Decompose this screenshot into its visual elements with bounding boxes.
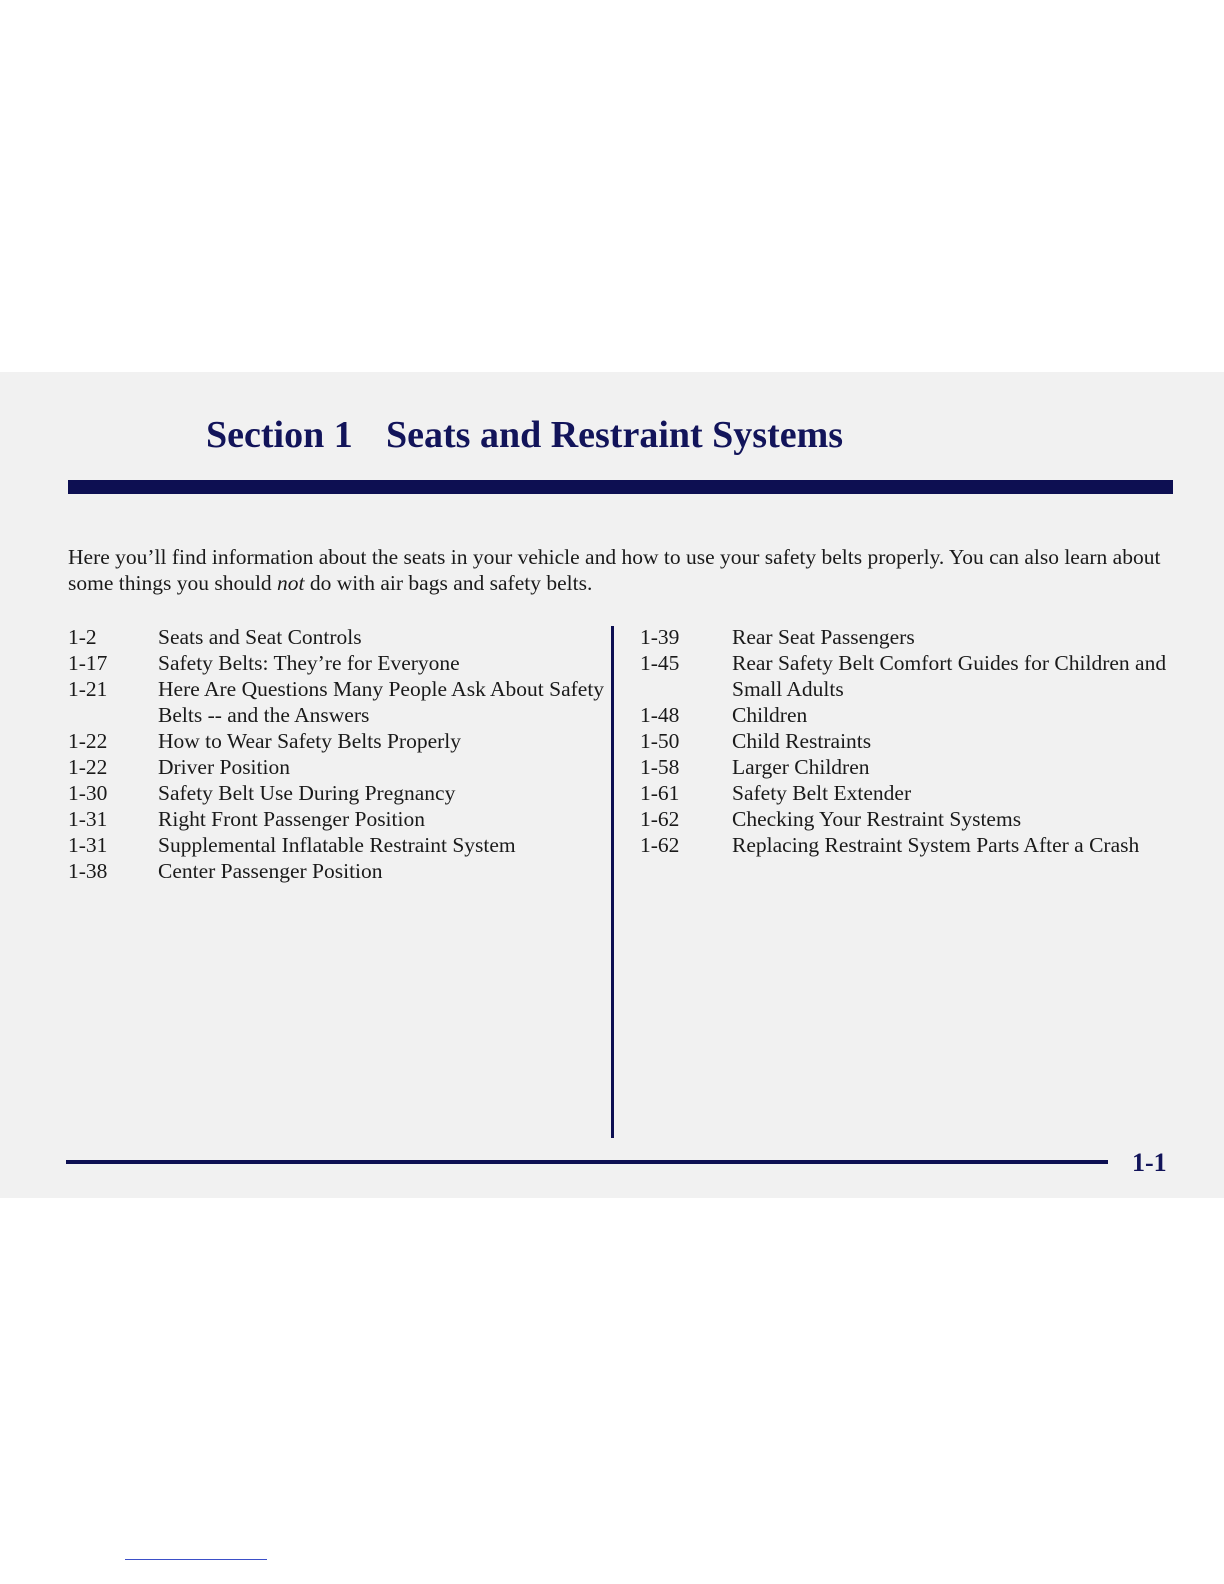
toc-entry[interactable] [68, 650, 608, 676]
intro-text-start: Here you’ll find information about the seats in your vehicle and how to use your safety belts properly. You can also learn about some things you should [68, 545, 1161, 595]
section-heading [206, 410, 843, 460]
toc-page-ref: 1-22 [68, 755, 108, 779]
toc-entry-title: Seats and Seat Controls [158, 625, 362, 649]
toc-entry[interactable] [68, 728, 608, 754]
toc-page-ref: 1-58 [640, 755, 680, 779]
toc-page-ref: 1-2 [68, 625, 97, 649]
toc-page-ref: 1-17 [68, 651, 108, 675]
toc-page-ref: 1-48 [640, 703, 680, 727]
toc-right-column [640, 624, 1210, 858]
toc-entry-title: Supplemental Inflatable Restraint System [158, 833, 516, 857]
toc-entry[interactable] [68, 624, 608, 650]
toc-entry[interactable] [68, 806, 608, 832]
toc-entry-title: Rear Safety Belt Comfort Guides for Children and Small Adults [732, 651, 1167, 701]
toc-page-ref: 1-50 [640, 729, 680, 753]
page-edge-line [125, 1559, 267, 1560]
toc-page-ref: 1-21 [68, 677, 108, 701]
toc-entry-title: Center Passenger Position [158, 859, 383, 883]
toc-page-ref: 1-45 [640, 651, 680, 675]
toc-entry[interactable] [640, 780, 1210, 806]
toc-entry-title: Safety Belt Use During Pregnancy [158, 781, 456, 805]
toc-page-ref: 1-38 [68, 859, 108, 883]
toc-page-ref: 1-22 [68, 729, 108, 753]
toc-entry-title: Driver Position [158, 755, 290, 779]
toc-entry[interactable] [640, 650, 1210, 702]
toc-entry[interactable] [640, 728, 1210, 754]
toc-entry-title: Child Restraints [732, 729, 872, 753]
toc-entry-title: How to Wear Safety Belts Properly [158, 729, 461, 753]
footer-rule [66, 1160, 1108, 1164]
toc-entry[interactable] [640, 832, 1210, 858]
toc-entry-title: Safety Belt Extender [732, 781, 912, 805]
toc-entry[interactable] [640, 702, 1210, 728]
column-divider [611, 626, 614, 1138]
toc-entry[interactable] [640, 754, 1210, 780]
toc-entry-title: Children [732, 703, 808, 727]
toc-entry[interactable] [68, 676, 608, 728]
toc-entry[interactable] [68, 780, 608, 806]
toc-left-column [68, 624, 608, 884]
toc-page-ref: 1-31 [68, 833, 108, 857]
title-rule [68, 480, 1173, 494]
toc-entry-title: Checking Your Restraint Systems [732, 807, 1022, 831]
toc-page-ref: 1-61 [640, 781, 680, 805]
toc-page-ref: 1-31 [68, 807, 108, 831]
intro-emphasis: not [277, 571, 305, 595]
intro-text-end: do with air bags and safety belts. [304, 571, 593, 595]
toc-entry[interactable] [68, 832, 608, 858]
toc-entry-title: Right Front Passenger Position [158, 807, 425, 831]
toc-page-ref: 1-62 [640, 807, 680, 831]
toc-entry-title: Replacing Restraint System Parts After a Crash [732, 833, 1140, 857]
toc-entry[interactable] [640, 806, 1210, 832]
page-number: 1-1 [1132, 1148, 1167, 1177]
intro-paragraph [68, 544, 1178, 596]
toc-page-ref: 1-62 [640, 833, 680, 857]
toc-page-ref: 1-39 [640, 625, 680, 649]
section-number: Section 1 [206, 414, 353, 456]
toc-entry[interactable] [68, 754, 608, 780]
toc-entry[interactable] [640, 624, 1210, 650]
section-title: Seats and Restraint Systems [386, 414, 844, 456]
toc-page-ref: 1-30 [68, 781, 108, 805]
toc-entry-title: Here Are Questions Many People Ask About Safety Belts -- and the Answers [158, 677, 605, 727]
toc-entry-title: Rear Seat Passengers [732, 625, 915, 649]
toc-entry-title: Larger Children [732, 755, 870, 779]
toc-entry-title: Safety Belts: They’re for Everyone [158, 651, 460, 675]
toc-entry[interactable] [68, 858, 608, 884]
